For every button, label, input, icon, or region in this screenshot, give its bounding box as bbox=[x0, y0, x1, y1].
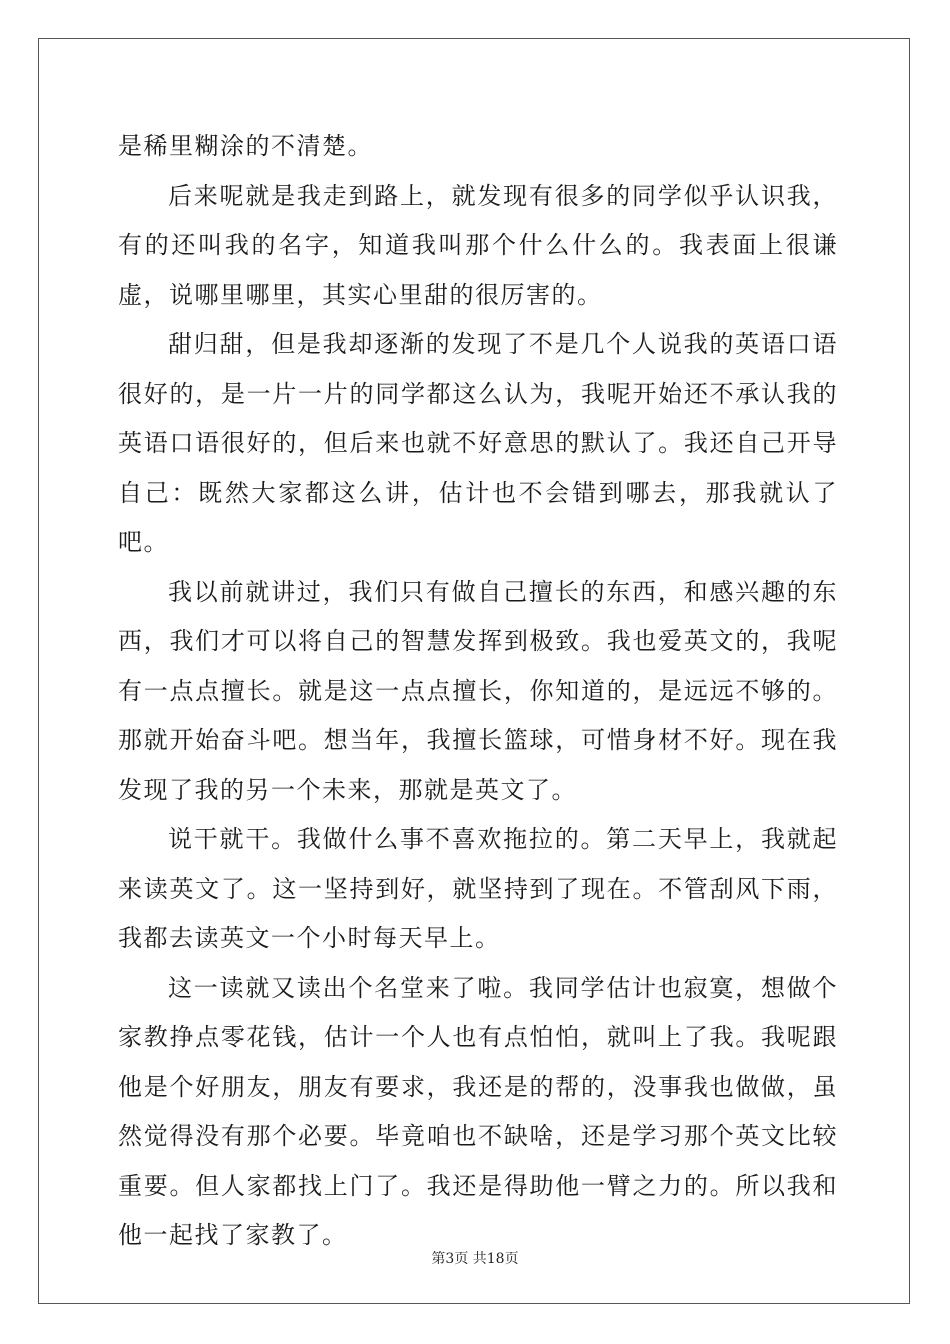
paragraph: 这一读就又读出个名堂来了啦。我同学估计也寂寞，想做个家教挣点零花钱，估计一个人也有点怕怕，就叫上了我。我呢跟他是个好朋友，朋友有要求，我还是的帮的，没事我也做做，虽然觉得没有那个必要。毕竟咱也不缺啥，还是学习那个英文比较重要。但人家都找上门了。我还是得助他一臂之力的。所以我和他一起找了家教了。 bbox=[118, 973, 838, 1249]
paragraph: 是稀里糊涂的不清楚。 bbox=[118, 132, 373, 160]
paragraph: 后来呢就是我走到路上，就发现有很多的同学似乎认识我，有的还叫我的名字，知道我叫那个什么什么的。我表面上很谦虚，说哪里哪里，其实心里甜的很厉害的。 bbox=[118, 181, 838, 309]
paragraph: 我以前就讲过，我们只有做自己擅长的东西，和感兴趣的东西，我们才可以将自己的智慧发挥到极致。我也爱英文的，我呢有一点点擅长。就是这一点点擅长，你知道的，是远远不够的。那就开始奋斗吧。想当年，我擅长篮球，可惜身材不好。现在我发现了我的另一个未来，那就是英文了。 bbox=[118, 577, 838, 804]
paragraph: 说干就干。我做什么事不喜欢拖拉的。第二天早上，我就起来读英文了。这一坚持到好，就坚持到了现在。不管刮风下雨，我都去读英文一个小时每天早上。 bbox=[118, 825, 838, 952]
document-body bbox=[118, 122, 838, 1261]
page-number-footer: 第3页 共18页 bbox=[431, 1251, 519, 1267]
paragraph: 甜归甜，但是我却逐渐的发现了不是几个人说我的英语口语很好的，是一片一片的同学都这么认为，我呢开始还不承认我的英语口语很好的，但后来也就不好意思的默认了。我还自己开导自己：既然大家都这么讲，估计也不会错到哪去，那我就认了吧。 bbox=[118, 330, 838, 556]
